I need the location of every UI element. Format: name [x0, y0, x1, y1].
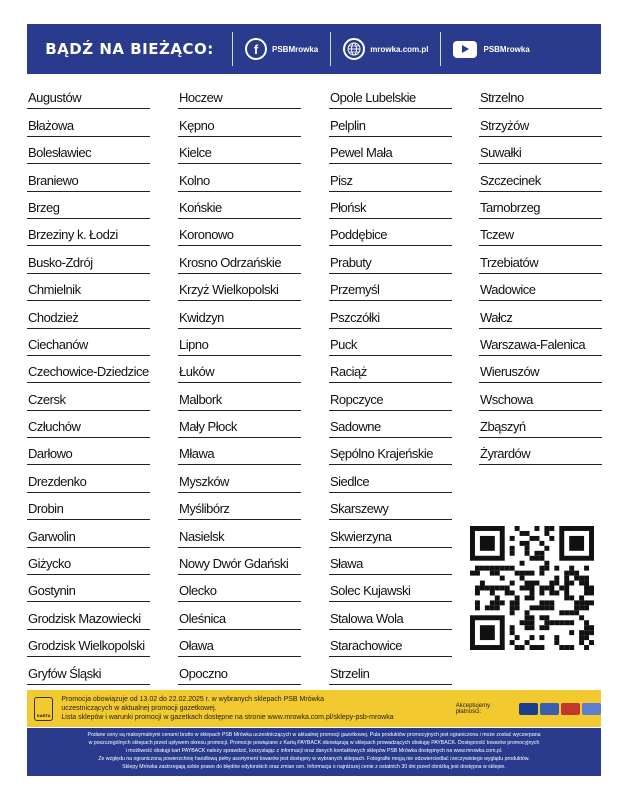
youtube-label: PSBMrowka [483, 44, 530, 54]
store-location: Pelplin [329, 109, 452, 136]
store-location: Drobin [27, 493, 150, 520]
store-location: Strzelin [329, 657, 452, 684]
store-location: Grodzisk Wielkopolski [27, 630, 150, 657]
store-location: Pszczółki [329, 301, 452, 328]
store-location: Gryfów Śląski [27, 657, 150, 684]
store-location: Malbork [178, 383, 301, 410]
store-location: Sępólno Krajeńskie [329, 438, 452, 465]
store-column-1 [27, 82, 150, 685]
payments-label: Akceptujemy płatności: [455, 702, 491, 715]
store-location: Kwidzyn [178, 301, 301, 328]
legal-line-1: Podane ceny są maksymalnymi cenami brutto w sklepach PSB Mrówka uczestniczących w aktualnej promocji gazetkowej. Pula produktów promocyjnych jest ograniczona i może zostać wyczerpana [87, 732, 541, 738]
store-location: Grodzisk Mazowiecki [27, 602, 150, 629]
social-header [27, 24, 601, 74]
store-location: Chmielnik [27, 274, 150, 301]
store-location: Brzeziny k. Łodzi [27, 219, 150, 246]
store-column-4 [479, 82, 602, 465]
website-label: mrowka.com.pl [370, 44, 429, 54]
legal-line-3: i możliwość obsługi kart PAYBACK należy sprawdzić, korzystając z informacji oraz danych kontaktowych sklepów PSB Mrówka dostępnych na www.mrowka.com.pl. [125, 748, 503, 754]
store-location: Skarszewy [329, 493, 452, 520]
card-icon [34, 697, 53, 721]
qr-code[interactable] [470, 526, 594, 650]
store-location: Żyrardów [479, 438, 602, 465]
promo-line-1: Promocja obowiązuje od 13.02 do 22.02.2025 r. w wybranych sklepach PSB Mrówka [61, 696, 325, 703]
store-location: Skwierzyna [329, 520, 452, 547]
legal-line-2: w poszczególnych sklepach przed upływem okresu promocji. Promocje powiązane z Kartą PAYBACK obowiązują w sklepach prowadzących obsługę PAYBACK. Dostępność towarów promocyjnych [88, 740, 540, 746]
store-location: Darłowo [27, 438, 150, 465]
store-location: Błażowa [27, 109, 150, 136]
store-location: Warszawa-Falenica [479, 329, 602, 356]
store-location: Płońsk [329, 192, 452, 219]
store-location: Starachowice [329, 630, 452, 657]
divider [330, 32, 331, 66]
divider [440, 32, 441, 66]
legal-notice [27, 728, 601, 776]
store-location: Solec Kujawski [329, 575, 452, 602]
store-location: Mały Płock [178, 411, 301, 438]
facebook-icon: f [245, 38, 267, 60]
promo-text [61, 695, 447, 722]
header-title: BĄDŹ NA BIEŻĄCO: [45, 40, 214, 58]
store-location: Chodzież [27, 301, 150, 328]
store-location: Pewel Mała [329, 137, 452, 164]
store-location: Sadowne [329, 411, 452, 438]
store-location: Zbąszyń [479, 411, 602, 438]
visa-card-icon [519, 703, 538, 715]
store-location: Czersk [27, 383, 150, 410]
store-location: Braniewo [27, 164, 150, 191]
store-location: Oleśnica [178, 602, 301, 629]
store-location: Gostynin [27, 575, 150, 602]
facebook-link[interactable] [233, 38, 318, 60]
store-location: Łuków [178, 356, 301, 383]
store-location: Olecko [178, 575, 301, 602]
store-location: Przemyśl [329, 274, 452, 301]
facebook-label: PSBMrowka [272, 44, 319, 54]
divider [232, 32, 233, 66]
store-location: Strzyżów [479, 109, 602, 136]
legal-line-4: Ze względu na ograniczoną powierzchnię handlową pełny asortyment towarów jest dostępny w wybranych sklepach. Fotografie mogą nie odzwierciedlać rzeczywistego wyglądu produktów. [98, 756, 530, 762]
mastercard-icon [561, 703, 580, 715]
store-location: Myszków [178, 465, 301, 492]
store-location: Czechowice-Dziedzice [27, 356, 150, 383]
store-location: Drezdenko [27, 465, 150, 492]
store-column-3 [329, 82, 452, 685]
store-location: Augustów [27, 82, 150, 109]
store-location: Kolno [178, 164, 301, 191]
store-location: Busko-Zdrój [27, 246, 150, 273]
store-location: Prabuty [329, 246, 452, 273]
store-location: Sława [329, 548, 452, 575]
promo-bar [27, 690, 601, 727]
payment-cards [519, 703, 601, 715]
store-location: Ciechanów [27, 329, 150, 356]
store-location: Siedlce [329, 465, 452, 492]
visa-electron-icon [582, 703, 601, 715]
store-location: Poddębice [329, 219, 452, 246]
store-location: Nowy Dwór Gdański [178, 548, 301, 575]
store-location: Trzebiatów [479, 246, 602, 273]
store-location: Oława [178, 630, 301, 657]
store-location: Koronowo [178, 219, 301, 246]
store-column-2 [178, 82, 301, 685]
store-location: Człuchów [27, 411, 150, 438]
store-location: Kępno [178, 109, 301, 136]
youtube-icon [453, 41, 477, 58]
store-location: Wadowice [479, 274, 602, 301]
store-location: Opole Lubelskie [329, 82, 452, 109]
globe-icon [343, 38, 365, 60]
card-icon-label: KARTA [36, 712, 51, 718]
maestro-card-icon [540, 703, 559, 715]
store-location: Suwałki [479, 137, 602, 164]
store-location: Raciąż [329, 356, 452, 383]
store-location: Hoczew [178, 82, 301, 109]
store-location: Krzyż Wielkopolski [178, 274, 301, 301]
store-location: Ropczyce [329, 383, 452, 410]
store-location: Mława [178, 438, 301, 465]
store-location: Tarnobrzeg [479, 192, 602, 219]
website-link[interactable] [331, 38, 428, 60]
store-location: Wieruszów [479, 356, 602, 383]
store-location: Puck [329, 329, 452, 356]
store-location: Opoczno [178, 657, 301, 684]
store-location: Kielce [178, 137, 301, 164]
store-location: Wschowa [479, 383, 602, 410]
store-location: Pisz [329, 164, 452, 191]
store-location: Bolesławiec [27, 137, 150, 164]
store-location: Szczecinek [479, 164, 602, 191]
promo-line-3: Lista sklepów i warunki promocji w gazetkach dostępne na stronie www.mrowka.com.pl/sklepy-psb-mrowka [61, 714, 394, 721]
store-location: Brzeg [27, 192, 150, 219]
youtube-link[interactable] [441, 41, 529, 58]
store-location: Garwolin [27, 520, 150, 547]
store-location: Krosno Odrzańskie [178, 246, 301, 273]
legal-line-5: Sklepy Mrówka zastrzegają sobie prawo do błędów edytorskich oraz zmian cen. Informacja o najniższej cenie z ostatnich 30 dni przed obniżką jest dostępna w sklepie. [122, 764, 506, 770]
store-location: Lipno [178, 329, 301, 356]
store-location: Stalowa Wola [329, 602, 452, 629]
store-location: Nasielsk [178, 520, 301, 547]
store-location: Myślibórz [178, 493, 301, 520]
store-location: Końskie [178, 192, 301, 219]
promo-line-2: uczestniczących w aktualnej promocji gazetkowej. [61, 705, 217, 712]
store-location: Giżycko [27, 548, 150, 575]
store-location: Strzelno [479, 82, 602, 109]
store-location: Tczew [479, 219, 602, 246]
store-location: Wałcz [479, 301, 602, 328]
